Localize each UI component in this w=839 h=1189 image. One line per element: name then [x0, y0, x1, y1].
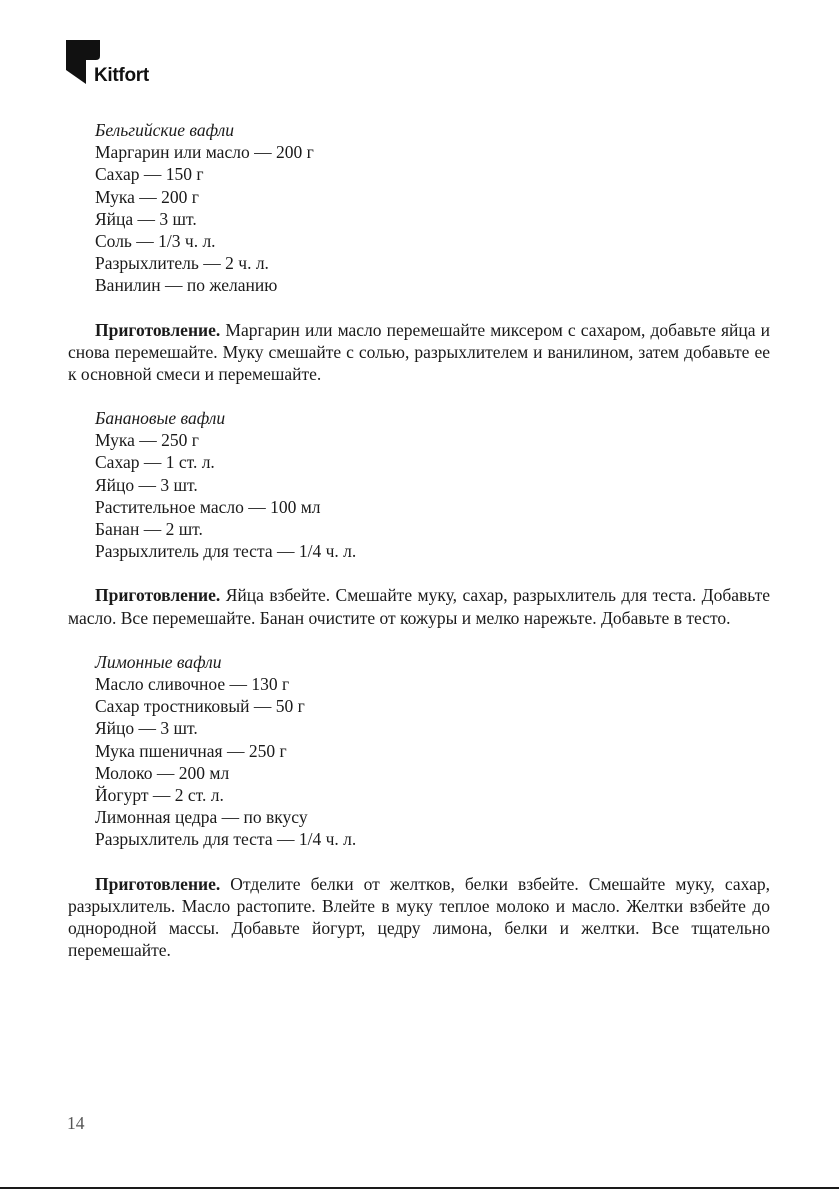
recipe-banana-waffles: [68, 407, 770, 629]
ingredient-item: Масло сливочное — 130 г: [95, 674, 290, 695]
ingredient-list: [68, 119, 770, 297]
recipe-lemon-waffles: [68, 651, 770, 962]
ingredient-item: Сахар тростниковый — 50 г: [95, 696, 305, 717]
recipe-belgian-waffles: [68, 119, 770, 385]
ingredient-item: Разрыхлитель для теста — 1/4 ч. л.: [95, 829, 357, 850]
recipe-title: Банановые вафли: [95, 408, 226, 429]
ingredient-item: Маргарин или масло — 200 г: [95, 142, 314, 163]
ingredient-item: Молоко — 200 мл: [95, 762, 230, 783]
ingredient-item: Яйцо — 3 шт.: [95, 718, 198, 739]
ingredient-item: Разрыхлитель для теста — 1/4 ч. л.: [95, 541, 357, 562]
recipe-title: Бельгийские вафли: [95, 120, 235, 140]
ingredient-item: Мука пшеничная — 250 г: [95, 740, 287, 761]
ingredient-item: Лимонная цедра — по вкусу: [95, 807, 308, 828]
recipe-title: Лимонные вафли: [95, 651, 222, 672]
preparation-text: Отделите белки от желтков, белки взбейте. Смешайте муку, сахар, разрыхлитель. Масло растопите. Влейте в муку теплое молоко и масло. Желтки взбейте до однородной массы. Добавьте йогурт, цедру лимона, белки и желтки. Все тщательно перемешайте.: [68, 873, 770, 961]
ingredient-item: Мука — 200 г: [95, 186, 199, 207]
ingredient-item: Мука — 250 г: [95, 430, 199, 451]
ingredient-item: Соль — 1/3 ч. л.: [95, 230, 216, 251]
ingredient-item: Сахар — 150 г: [95, 164, 204, 185]
ingredient-list: [68, 407, 770, 562]
ingredient-item: Растительное масло — 100 мл: [95, 496, 321, 517]
document-body: [68, 119, 770, 961]
ingredient-list: [68, 651, 770, 851]
ingredient-item: Банан — 2 шт.: [95, 519, 203, 540]
page-number: 14: [67, 1113, 85, 1133]
preparation-text: Маргарин или масло перемешайте миксером с сахаром, добавьте яйца и снова перемешайте. Муку смешайте с солью, разрыхлителем и ванилином, затем добавьте ее к основной смеси и перемешайте.: [68, 319, 770, 384]
ingredient-item: Ванилин — по желанию: [95, 275, 278, 296]
preparation-label: Приготовление.: [95, 585, 221, 606]
preparation-label: Приготовление.: [95, 319, 221, 340]
preparation-paragraph: [68, 319, 770, 386]
preparation-label: Приготовление.: [95, 873, 221, 894]
ingredient-item: Сахар — 1 ст. л.: [95, 452, 215, 473]
preparation-paragraph: [68, 584, 770, 628]
brand-name: Kitfort: [94, 65, 149, 86]
preparation-paragraph: [68, 873, 770, 962]
brand-logo: [66, 40, 176, 90]
ingredient-item: Яйца — 3 шт.: [95, 208, 197, 229]
ingredient-item: Разрыхлитель — 2 ч. л.: [95, 253, 269, 274]
preparation-text: Яйца взбейте. Смешайте муку, сахар, разрыхлитель для теста. Добавьте масло. Все перемешайте. Банан очистите от кожуры и мелко нарежьте. Добавьте в тесто.: [68, 585, 770, 628]
ingredient-item: Яйцо — 3 шт.: [95, 474, 198, 495]
ingredient-item: Йогурт — 2 ст. л.: [95, 784, 224, 805]
